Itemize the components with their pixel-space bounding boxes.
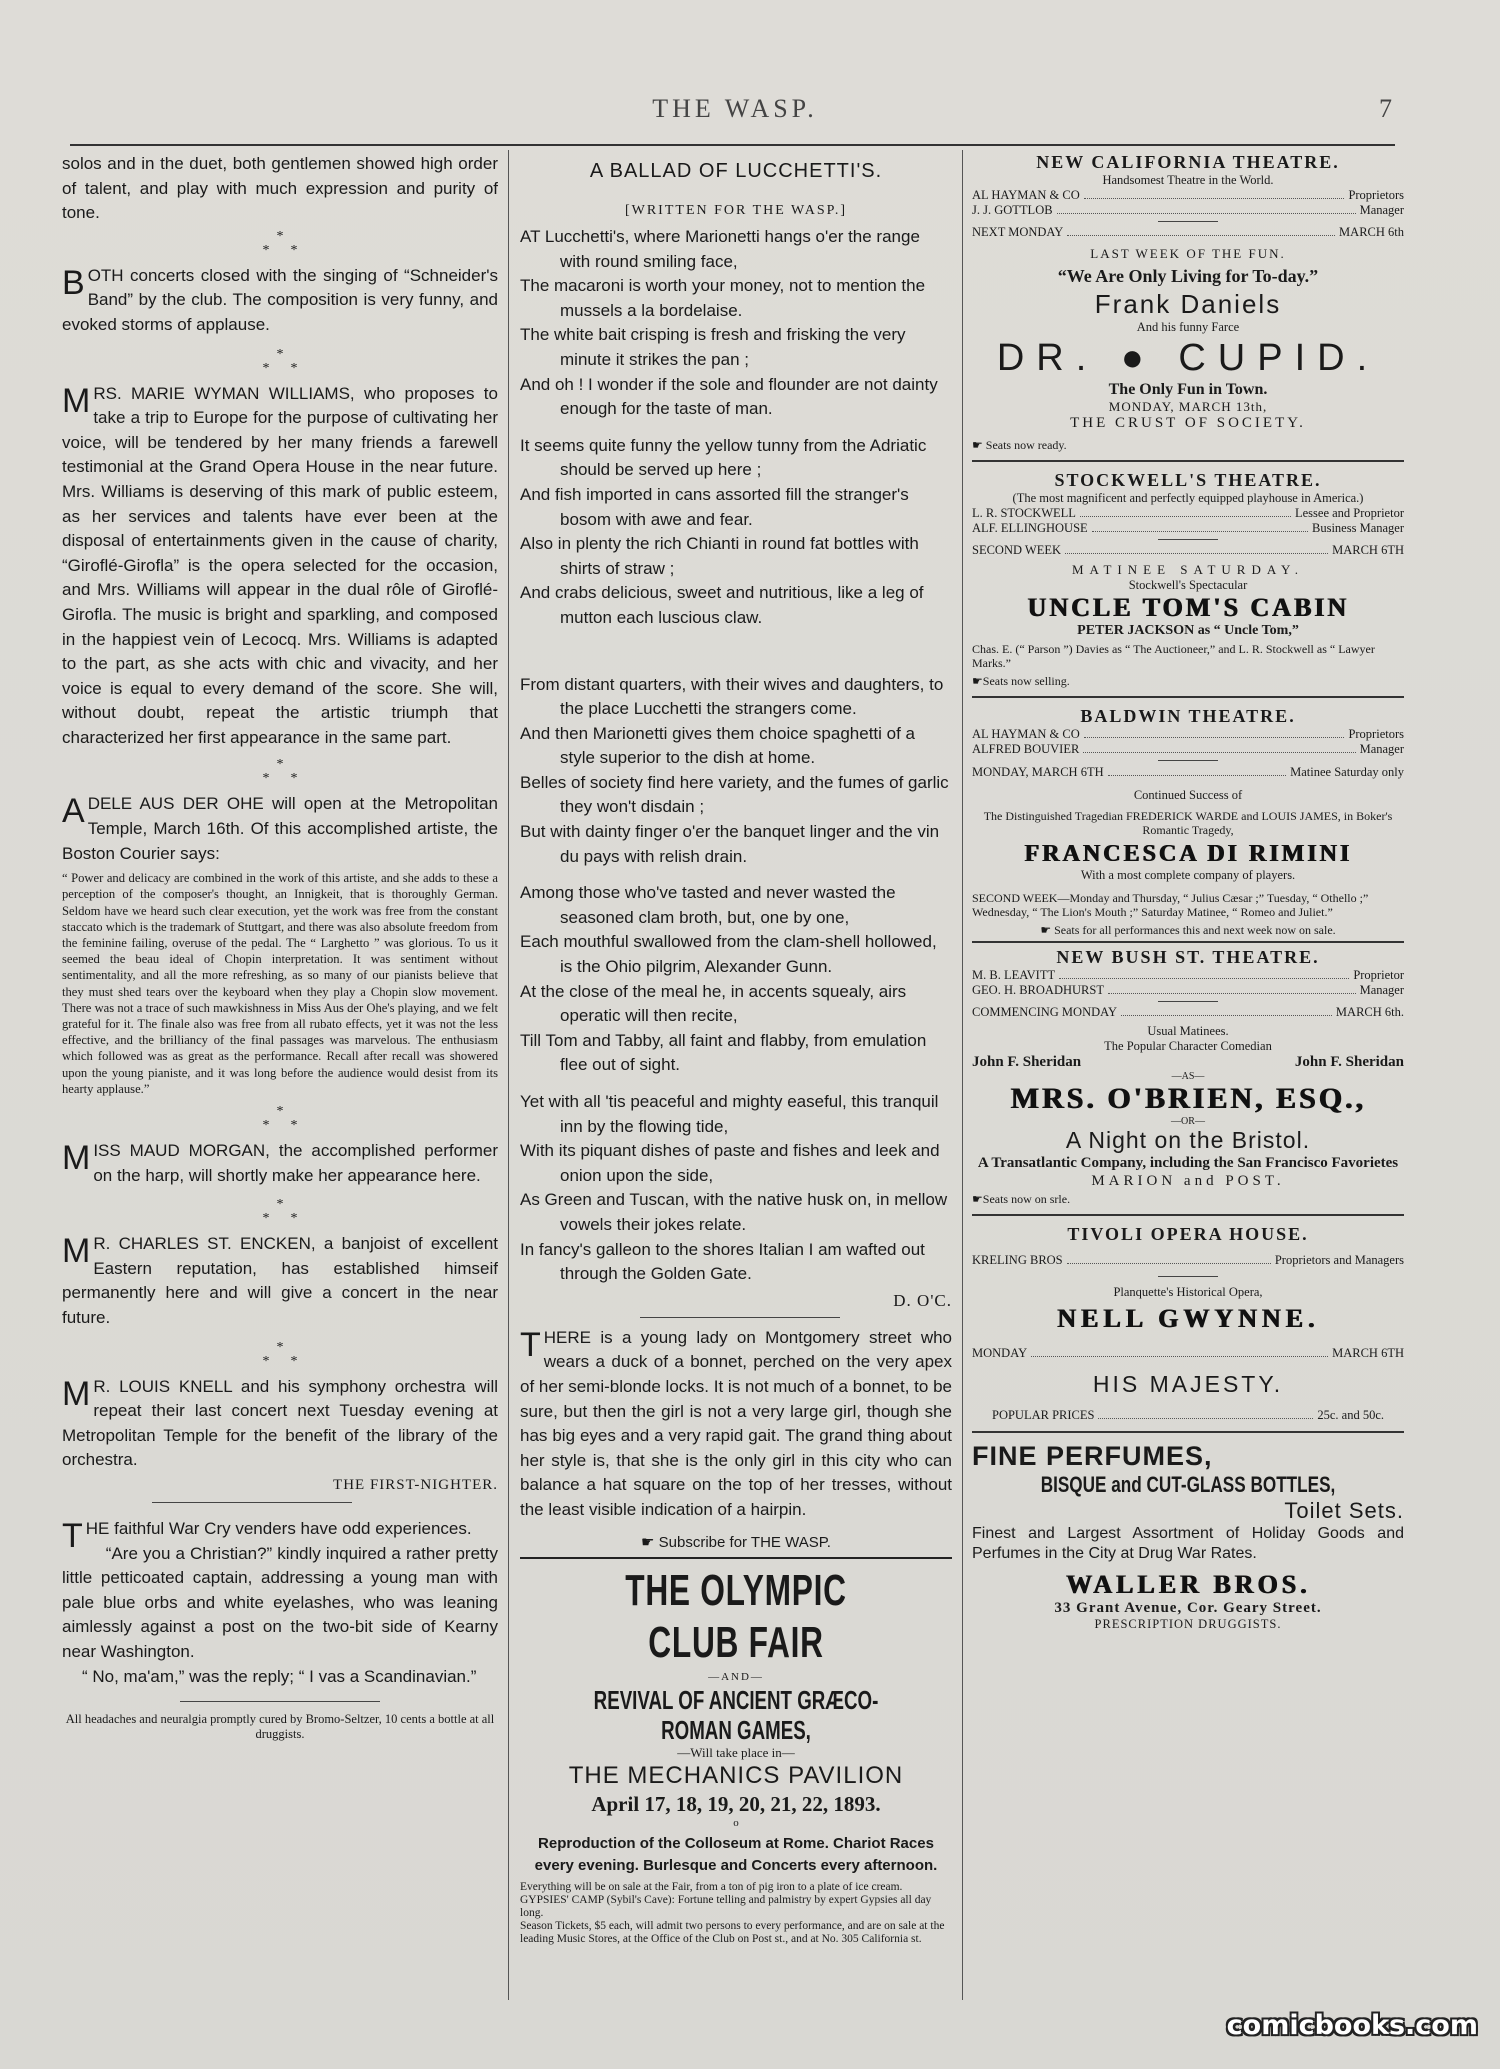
star-separator: * * * bbox=[262, 228, 298, 258]
verse-line: In fancy's galleon to the shores Italian I am wafted out through the Golden Gate. bbox=[520, 1239, 925, 1284]
listing-row: COMMENCING MONDAY MARCH 6th. bbox=[972, 1005, 1404, 1019]
section-rule bbox=[972, 941, 1404, 943]
ballad-stanza bbox=[520, 434, 952, 631]
pointing-hand-icon: ☛ bbox=[641, 1533, 655, 1551]
verse-line: With its piquant dishes of paste and fishes and leek and onion upon the side, bbox=[520, 1141, 940, 1185]
star-name: Frank Daniels bbox=[1094, 289, 1282, 319]
verse-line: At the close of the meal he, in accents squealy, airs operatic will then recite, bbox=[520, 981, 907, 1026]
column-rule bbox=[962, 150, 963, 2000]
olympic-and: —AND— bbox=[708, 1670, 764, 1683]
short-rule bbox=[180, 1701, 380, 1702]
verse-line: As Green and Tuscan, with the native husk on, in mellow vowels their jokes relate. bbox=[520, 1190, 948, 1234]
play-title: “We Are Only Living for To-day.” bbox=[1057, 266, 1319, 286]
olympic-gypsies: GYPSIES' CAMP (Sybil's Cave): Fortune telling and palmistry by expert Gypsies all day long. bbox=[520, 1893, 932, 1919]
verse-line: Also in plenty the rich Chianti in round fat bottles with shirts of straw ; bbox=[520, 534, 919, 578]
ballad-stanza bbox=[520, 881, 952, 1078]
show-title: NELL GWYNNE. bbox=[1056, 1304, 1320, 1333]
short-rule bbox=[152, 1502, 352, 1503]
seats-notice: ☛ Seats now ready. bbox=[972, 438, 1067, 452]
tivoli-ad bbox=[972, 1224, 1404, 1423]
verse-line: Till Tom and Tabby, all faint and flabby, from emulation flee out of sight. bbox=[520, 1030, 927, 1075]
article-signature: THE FIRST-NIGHTER. bbox=[333, 1477, 498, 1494]
theatre-name: STOCKWELL'S THEATRE. bbox=[1054, 470, 1322, 490]
listing-row: POPULAR PRICES 25c. and 50c. bbox=[992, 1408, 1384, 1422]
new-bush-st-ad bbox=[972, 947, 1404, 1206]
show-title: MRS. O'BRIEN, ESQ., bbox=[1010, 1082, 1366, 1115]
article-paragraph: MISS MAUD MORGAN, the accomplished performer on the harp, will shortly make her appearance here. bbox=[62, 1139, 498, 1185]
listing-row: M. B. LEAVITT Proprietor bbox=[972, 968, 1404, 982]
verse-line: Among those who've tasted and never wasted the seasoned clam broth, but, one by one, bbox=[520, 883, 896, 927]
pointing-hand-icon: ☛ bbox=[1040, 923, 1052, 937]
ballad-signature: D. O'C. bbox=[893, 1290, 952, 1310]
continued-success: Continued Success of bbox=[1133, 788, 1243, 802]
pointing-hand-icon: ☛ bbox=[972, 674, 983, 688]
article-paragraph: “Are you a Christian?” kindly inquired a rather pretty little petticoated captain, addressing a young man with pale blue orbs and white eyelashes, who was leaning aimlessly against a post on the two-bit side of Kearny near Washington. bbox=[62, 1543, 498, 1661]
verse-line: It seems quite funny the yellow tunny from the Adriatic should be served up here ; bbox=[520, 435, 927, 480]
press-quote: “ Power and delicacy are combined in the work of this artiste, and she adds to these a perception of the composer's thought, an Innigkeit, that is thoroughly German. Seldom have we heard such clear execution, yet the work was free from the constant staccato which is the trademark of Stuttgart, and there was also absolute freedom from the feminine failing, overuse of the pedal. The “ Larghetto ” was glorious. To us it seemed the beau ideal of Chopin interpretation. It was sentiment without sentimentality, and all the more refreshing, as so many of our pianists believe that they must shed tears over the keyboard when they play a Chopin slow movement. There was not a trace of such mawkishness in Miss Aus der Ohe's playing, and we felt grateful for it. The finale also was free from all rubato effects, yet it was not the less effective, and the brilliancy of the final passages was marvelous. The enthusiasm which followed was as great as the performance. Recall after recall was showered upon the young pianiste, and it was long before the audience would desist from its hearty applause.” bbox=[62, 871, 498, 1096]
olympic-club-ad bbox=[520, 1565, 952, 1946]
column-rule bbox=[508, 150, 509, 2000]
olympic-season-tickets: Season Tickets, $5 each, will admit two persons to every performance, and are on sale at the leading Music Stores, at the Office of the Club on Post st., and at No. 305 California st. bbox=[520, 1919, 945, 1945]
ballad-stanza bbox=[520, 225, 952, 422]
usual-matinees: Usual Matinees. bbox=[1147, 1024, 1229, 1038]
pointing-hand-icon: ☛ bbox=[972, 1192, 983, 1206]
ballad-stanza bbox=[520, 673, 952, 870]
header-rule bbox=[70, 144, 1395, 146]
verse-line: But with dainty finger o'er the banquet linger and the vin du pays with relish drain. bbox=[520, 822, 940, 866]
middle-column bbox=[520, 152, 952, 2012]
pointing-hand-icon: ☛ bbox=[972, 438, 983, 452]
watermark: comicbooks.com bbox=[1226, 2010, 1478, 2041]
popular-comedian: The Popular Character Comedian bbox=[1104, 1039, 1272, 1053]
ballad-subtitle: [WRITTEN FOR THE WASP.] bbox=[624, 203, 848, 218]
ballad-stanza bbox=[520, 1090, 952, 1287]
olympic-venue: THE MECHANICS PAVILION bbox=[568, 1761, 904, 1789]
farce-line: And his funny Farce bbox=[1136, 320, 1240, 334]
or-divider: —OR— bbox=[1171, 1116, 1205, 1127]
perfume-body: Finest and Largest Assortment of Holiday Goods and Perfumes in the City at Drug War Rates. bbox=[972, 1525, 1404, 1562]
listing-row: ALF. ELLINGHOUSE Business Manager bbox=[972, 521, 1404, 535]
article-paragraph: THE faithful War Cry venders have odd experiences. bbox=[62, 1517, 472, 1556]
ballad-title: A BALLAD OF LUCCHETTI'S. bbox=[589, 160, 883, 182]
star-separator: * * * bbox=[262, 757, 298, 787]
listing-row: AL HAYMAN & CO Proprietors bbox=[972, 727, 1404, 741]
verse-line: And fish imported in cans assorted fill the stranger's bosom with awe and fear. bbox=[520, 484, 909, 529]
verse-line: And oh ! I wonder if the sole and flounder are not dainty enough for the taste of man. bbox=[520, 374, 938, 419]
historical-opera: Planquette's Historical Opera, bbox=[1113, 1285, 1263, 1299]
listing-row: AL HAYMAN & CO Proprietors bbox=[972, 188, 1404, 202]
seats-notice: ☛ Seats for all performances this and next week now on sale. bbox=[1040, 923, 1336, 937]
theatre-name: TIVOLI OPERA HOUSE. bbox=[1067, 1224, 1309, 1244]
theatre-name: NEW CALIFORNIA THEATRE. bbox=[1036, 152, 1340, 172]
spectacular: Stockwell's Spectacular bbox=[1128, 578, 1248, 592]
article-paragraph: BOTH concerts closed with the singing of “Schneider's Band” by the club. The composition is very funny, and evoked storms of applause. bbox=[62, 263, 498, 334]
listing-row: GEO. H. BROADHURST Manager bbox=[972, 983, 1404, 997]
dr-cupid-title: DR. ● CUPID. bbox=[996, 337, 1380, 379]
section-rule bbox=[972, 696, 1404, 698]
article-paragraph: ADELE AUS DER OHE will open at the Metropolitan Temple, March 16th. Of this accomplished artiste, the Boston Courier says: bbox=[62, 792, 498, 863]
druggists: PRESCRIPTION DRUGGISTS. bbox=[1094, 1617, 1282, 1631]
drop-cap: T bbox=[62, 1517, 83, 1556]
only-fun: The Only Fun in Town. bbox=[1108, 381, 1268, 398]
article-paragraph: solos and in the duet, both gentlemen showed high order of talent, and play with much expression and purity of tone. bbox=[62, 154, 498, 223]
drop-cap: A bbox=[62, 792, 85, 831]
star-separator: * * * bbox=[262, 1197, 298, 1227]
short-rule bbox=[640, 1317, 840, 1318]
company-line: With a most complete company of players. bbox=[1080, 868, 1296, 882]
olympic-sale: Everything will be on sale at the Fair, from a ton of pig iron to a plate of ice cream. bbox=[520, 1880, 903, 1893]
section-rule bbox=[972, 1431, 1404, 1433]
firm-name: WALLER BROS. bbox=[1065, 1570, 1311, 1599]
seats-notice: ☛Seats now on srle. bbox=[972, 1192, 1071, 1206]
last-week: LAST WEEK OF THE FUN. bbox=[1090, 246, 1286, 261]
as-divider: —AS— bbox=[1171, 1071, 1205, 1082]
cast-note: Chas. E. (“ Parson ”) Davies as “ The Auctioneer,” and L. R. Stockwell as “ Lawyer Marks.” bbox=[972, 642, 1375, 670]
matinee: MATINEE SATURDAY. bbox=[1071, 562, 1305, 577]
drop-cap: M bbox=[62, 381, 91, 420]
verse-line: Each mouthful swallowed from the clam-shell hollowed, is the Ohio pilgrim, Alexander Gunn. bbox=[520, 932, 937, 977]
listing-row: ALFRED BOUVIER Manager bbox=[972, 742, 1404, 756]
drop-cap: M bbox=[62, 1374, 91, 1413]
toilet-sets: Toilet Sets. bbox=[1284, 1498, 1404, 1523]
article-paragraph: M R. CHARLES ST. ENCKEN, a banjoist of excellent Eastern reputation, has established himseif permanently here and will give a concert in the near future. bbox=[62, 1232, 498, 1328]
listing-row: KRELING BROS Proprietors and Managers bbox=[972, 1253, 1404, 1267]
left-column bbox=[62, 152, 498, 2012]
olympic-revival: REVIVAL OF ANCIENT GRÆCO-ROMAN GAMES, bbox=[593, 1684, 879, 1745]
verse-line: The white bait crisping is fresh and frisking the very minute it strikes the pan ; bbox=[520, 325, 906, 369]
footnote-ad: All headaches and neuralgia promptly cured by Bromo-Seltzer, 10 cents a bottle at all druggists. bbox=[65, 1712, 495, 1742]
stockwell-ad bbox=[972, 470, 1404, 688]
verse-line: From distant quarters, with their wives and daughters, to the place Lucchetti the strangers come. bbox=[520, 674, 944, 719]
theatre-tagline: (The most magnificent and perfectly equipped playhouse in America.) bbox=[1012, 491, 1364, 505]
bisque-line: BISQUE and CUT-GLASS BOTTLES, bbox=[1040, 1472, 1336, 1497]
verse-line: The macaroni is worth your money, not to mention the mussels a la bordelaise. bbox=[520, 276, 926, 320]
section-rule bbox=[972, 1214, 1404, 1216]
drop-cap: M bbox=[62, 1232, 91, 1271]
running-title: THE WASP. bbox=[652, 94, 818, 123]
section-rule bbox=[972, 460, 1404, 462]
his-majesty: HIS MAJESTY. bbox=[1092, 1371, 1284, 1397]
subscribe-notice: ☛ Subscribe for THE WASP. bbox=[641, 1533, 831, 1551]
olympic-title: THE OLYMPIC CLUB FAIR bbox=[625, 1565, 847, 1667]
peter-jackson: PETER JACKSON as “ Uncle Tom,” bbox=[1077, 623, 1299, 638]
olympic-separator: o bbox=[733, 1816, 739, 1829]
verse-line: And crabs delicious, sweet and nutritious, like a leg of mutton each luscious claw. bbox=[520, 583, 924, 627]
listing-row: J. J. GOTTLOB Manager bbox=[972, 203, 1404, 217]
verse-line: AT Lucchetti's, where Marionetti hangs o'er the range with round smiling face, bbox=[520, 227, 920, 271]
olympic-place: —Will take place in— bbox=[677, 1744, 795, 1760]
star-separator: * * * bbox=[262, 1104, 298, 1134]
monday-date: MONDAY, MARCH 13th, bbox=[1108, 399, 1268, 414]
theatre-name: NEW BUSH ST. THEATRE. bbox=[1056, 947, 1320, 967]
olympic-description: Reproduction of the Colloseum at Rome. Chariot Races every evening. Burlesque and Concerts every afternoon. bbox=[534, 1834, 938, 1874]
drop-cap: B bbox=[62, 263, 85, 302]
listing-row: MONDAY MARCH 6TH bbox=[972, 1346, 1404, 1360]
marion-post: MARION and POST. bbox=[1091, 1173, 1285, 1189]
baldwin-ad bbox=[972, 706, 1404, 937]
listing-row: MONDAY, MARCH 6TH Matinee Saturday only bbox=[972, 765, 1404, 779]
show-title: FRANCESCA DI RIMINI bbox=[1024, 841, 1352, 867]
comedian-names: John F. Sheridan John F. Sheridan bbox=[972, 1054, 1404, 1070]
listing-row: L. R. STOCKWELL Lessee and Proprietor bbox=[972, 506, 1404, 520]
right-column bbox=[972, 152, 1404, 2012]
ad-rule bbox=[520, 1557, 952, 1559]
star-separator: * * * bbox=[262, 1339, 298, 1369]
drop-cap: T bbox=[520, 1325, 541, 1364]
star-separator: * * * bbox=[262, 346, 298, 376]
page-header bbox=[70, 90, 1400, 130]
new-california-ad bbox=[972, 152, 1404, 452]
theatre-name: BALDWIN THEATRE. bbox=[1080, 706, 1296, 726]
waller-bros-ad bbox=[972, 1441, 1404, 1632]
perfumes-title: FINE PERFUMES, bbox=[972, 1441, 1213, 1471]
drop-cap: M bbox=[62, 1139, 91, 1178]
crust-of-society: THE CRUST OF SOCIETY. bbox=[1070, 415, 1306, 431]
article-paragraph: “ No, ma'am,” was the reply; “ I vas a Scandinavian.” bbox=[82, 1666, 477, 1686]
article-paragraph: THERE is a young lady on Montgomery street who wears a duck of a bonnet, perched on the very apex of her semi-blonde locks. It is not much of a bonnet, to be sure, but then the girl is not a very large girl, though she has big eyes and a very rapid gait. The grand thing about her style is, that she is the only girl in this city who can balance a hat square on the top of her tresses, without the least visible indication of a hairpin. bbox=[520, 1325, 952, 1519]
article-paragraph: M R. LOUIS KNELL and his symphony orchestra will repeat their last concert next Tuesday evening at Metropolitan Temple for the benefit of the library of the orchestra. bbox=[62, 1374, 498, 1470]
company-line: A Transatlantic Company, including the San Francisco Favorietes bbox=[977, 1155, 1399, 1171]
night-on-bristol: A Night on the Bristol. bbox=[1065, 1127, 1311, 1153]
listing-row: NEXT MONDAY MARCH 6th bbox=[972, 225, 1404, 239]
verse-line: Belles of society find here variety, and the fumes of garlic they won't disdain ; bbox=[520, 772, 949, 817]
theatre-tagline: Handsomest Theatre in the World. bbox=[1102, 173, 1274, 187]
olympic-dates: April 17, 18, 19, 20, 21, 22, 1893. bbox=[591, 1791, 881, 1816]
tragedian-line: The Distinguished Tragedian FREDERICK WARDE and LOUIS JAMES, in Boker's Romantic Tragedy, bbox=[983, 809, 1393, 837]
firm-address: 33 Grant Avenue, Cor. Geary Street. bbox=[1054, 1600, 1322, 1616]
second-week: SECOND WEEK—Monday and Thursday, “ Julius Cæsar ;” Tuesday, “ Othello ;” Wednesday, “ The Lion's Mouth ;” Saturday Matinee, “ Romeo and Juliet.” bbox=[972, 891, 1369, 919]
listing-row: SECOND WEEK MARCH 6TH bbox=[972, 543, 1404, 557]
page-number: 7 bbox=[1379, 94, 1392, 123]
article-paragraph: MRS. MARIE WYMAN WILLIAMS, who proposes to take a trip to Europe for the purpose of cultivating her voice, will be tendered by her many friends a farewell testimonial at the Grand Opera House in the near future. Mrs. Williams is deserving of this mark of public esteem, as her services and talents have ever been at the disposal of entertainments given in the cause of charity, “Giroflé-Girofla” is the opera selected for the occasion, and Mrs. Williams will appear in the dual rôle of Giroflé-Girofla. The music is bright and sparkling, and composed in the happiest vein of Lecocq. Mrs. Williams is adapted to the part, as she acts with chic and vivacity, and her voice is equal to every demand of the score. She will, without doubt, repeat the artistic triumph that characterized her first appearance in the same part. bbox=[62, 381, 498, 747]
seats-notice: ☛Seats now selling. bbox=[972, 674, 1070, 688]
verse-line: Yet with all 'tis peaceful and mighty easeful, this tranquil inn by the flowing tide, bbox=[520, 1092, 939, 1136]
verse-line: And then Marionetti gives them choice spaghetti of a style superior to the dish at home. bbox=[520, 723, 916, 768]
show-title: UNCLE TOM'S CABIN bbox=[1027, 593, 1349, 622]
